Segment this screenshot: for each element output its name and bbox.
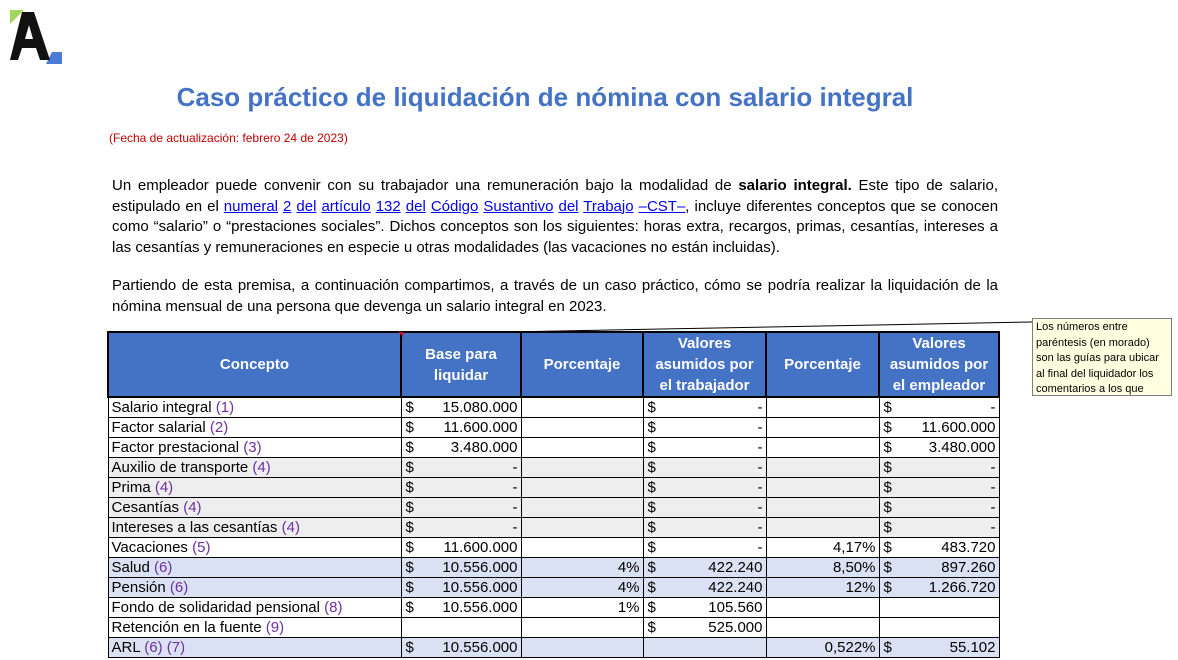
currency-symbol: $ — [647, 399, 656, 416]
amount: - — [757, 479, 763, 496]
currency-symbol: $ — [405, 399, 414, 416]
valor-trabajador-cell — [643, 538, 766, 558]
guide-reference: (4) — [252, 459, 271, 476]
amount: - — [990, 399, 996, 416]
header-porcentaje-trabajador: Porcentaje — [521, 332, 643, 397]
concepto-label: Fondo de solidaridad pensional — [111, 599, 320, 616]
currency-symbol: $ — [647, 499, 656, 516]
currency-symbol: $ — [883, 439, 892, 456]
table-row — [108, 578, 999, 598]
guide-reference: (4) — [183, 499, 202, 516]
table-row — [108, 558, 999, 578]
header-valores-trabajador: Valores asumidos por el trabajador — [643, 332, 766, 397]
valor-empleador-cell — [879, 538, 999, 558]
amount: 897.260 — [941, 559, 996, 576]
valor-trabajador-cell — [643, 638, 766, 658]
legal-link[interactable]: Código — [430, 197, 479, 215]
payroll-table — [107, 331, 1000, 658]
porcentaje-empleador-cell — [766, 397, 879, 418]
amount: - — [512, 499, 518, 516]
currency-symbol: $ — [647, 419, 656, 436]
currency-symbol: $ — [405, 519, 414, 536]
legal-link[interactable]: –CST– — [638, 197, 686, 215]
amount: - — [757, 519, 763, 536]
intro-text: , incluye diferentes conceptos que se conocen como “salario” o “prestaciones sociales”. Dichos conceptos son los siguientes: horas extra, recargos, primas, cesantías, intereses a las cesantías y remuneraciones en especie u otras modalidades (las vacaciones no están incluidas). — [112, 197, 999, 256]
porcentaje-empleador-cell — [766, 618, 879, 638]
concepto-label: Salud — [111, 559, 150, 576]
currency-symbol: $ — [883, 519, 892, 536]
valor-trabajador-cell — [643, 438, 766, 458]
amount: - — [512, 479, 518, 496]
currency-symbol: $ — [405, 499, 414, 516]
table-row — [108, 638, 999, 658]
valor-empleador-cell — [879, 458, 999, 478]
porcentaje-empleador-cell: 12% — [766, 578, 879, 598]
intro-paragraph-2: Partiendo de esta premisa, a continuación compartimos, a través de un caso práctico, cómo se podría realizar la liquidación de la nómina mensual de una persona que devenga un salario integral en 2023. — [112, 277, 998, 315]
currency-symbol: $ — [883, 459, 892, 476]
table-row — [108, 518, 999, 538]
legal-link[interactable]: 2 — [283, 197, 292, 215]
valor-empleador-cell — [879, 498, 999, 518]
concepto-cell — [108, 558, 401, 578]
porcentaje-empleador-cell: 4,17% — [766, 538, 879, 558]
valor-trabajador-cell — [643, 498, 766, 518]
valor-trabajador-cell — [643, 618, 766, 638]
amount: 10.556.000 — [442, 579, 518, 596]
porcentaje-trabajador-cell: 1% — [521, 598, 643, 618]
concepto-cell — [108, 418, 401, 438]
header-base: Base para liquidar — [401, 332, 521, 397]
currency-symbol: $ — [405, 439, 414, 456]
concepto-label: Prima — [111, 479, 151, 496]
amount: 15.080.000 — [442, 399, 518, 416]
currency-symbol: $ — [405, 459, 414, 476]
base-cell — [401, 538, 521, 558]
porcentaje-trabajador-cell: 4% — [521, 558, 643, 578]
currency-symbol: $ — [405, 559, 414, 576]
concepto-cell — [108, 638, 401, 658]
valor-trabajador-cell — [643, 478, 766, 498]
concepto-label: Factor salarial — [111, 419, 206, 436]
intro-paragraph-1 — [112, 176, 998, 258]
header-valores-empleador: Valores asumidos por el empleador — [879, 332, 999, 397]
amount: 10.556.000 — [442, 639, 518, 656]
porcentaje-empleador-cell: 0,522% — [766, 638, 879, 658]
base-cell — [401, 598, 521, 618]
amount: 10.556.000 — [442, 599, 518, 616]
base-cell — [401, 438, 521, 458]
currency-symbol: $ — [647, 459, 656, 476]
valor-trabajador-cell — [643, 558, 766, 578]
currency-symbol: $ — [883, 499, 892, 516]
concepto-label: ARL — [111, 639, 141, 656]
currency-symbol: $ — [647, 479, 656, 496]
amount: 3.480.000 — [928, 439, 996, 456]
currency-symbol: $ — [647, 599, 656, 616]
porcentaje-trabajador-cell — [521, 397, 643, 418]
currency-symbol: $ — [405, 419, 414, 436]
porcentaje-trabajador-cell — [521, 478, 643, 498]
valor-empleador-cell — [879, 518, 999, 538]
concepto-cell — [108, 538, 401, 558]
base-cell — [401, 458, 521, 478]
base-cell — [401, 478, 521, 498]
currency-symbol: $ — [883, 419, 892, 436]
currency-symbol: $ — [883, 479, 892, 496]
amount: - — [757, 459, 763, 476]
intro-text: Un empleador puede convenir con su trabajador una remuneración bajo la modalidad de — [112, 177, 739, 194]
header-concepto: Concepto — [108, 332, 401, 397]
legal-links — [224, 198, 686, 215]
legal-link[interactable]: artículo — [321, 197, 371, 215]
porcentaje-trabajador-cell — [521, 438, 643, 458]
table-row — [108, 598, 999, 618]
valor-empleador-cell — [879, 618, 999, 638]
amount: - — [512, 459, 518, 476]
porcentaje-empleador-cell: 8,50% — [766, 558, 879, 578]
currency-symbol: $ — [883, 579, 892, 596]
concepto-label: Retención en la fuente — [111, 619, 262, 636]
amount: 11.600.000 — [921, 419, 996, 436]
guide-reference: (6) — [154, 559, 173, 576]
amount: 422.240 — [708, 559, 763, 576]
porcentaje-trabajador-cell — [521, 538, 643, 558]
concepto-cell — [108, 458, 401, 478]
porcentaje-trabajador-cell — [521, 518, 643, 538]
legal-link[interactable]: 132 — [375, 197, 401, 215]
concepto-cell — [108, 498, 401, 518]
porcentaje-trabajador-cell — [521, 458, 643, 478]
amount: 3.480.000 — [450, 439, 518, 456]
table-row — [108, 478, 999, 498]
valor-trabajador-cell — [643, 397, 766, 418]
currency-symbol: $ — [883, 399, 892, 416]
guide-reference: (1) — [215, 399, 235, 416]
valor-empleador-cell — [879, 638, 999, 658]
amount: - — [757, 439, 763, 456]
amount: 10.556.000 — [442, 559, 518, 576]
porcentaje-trabajador-cell — [521, 418, 643, 438]
update-note: (Fecha de actualización: febrero 24 de 2023) — [109, 131, 348, 145]
concepto-label: Factor prestacional — [111, 439, 240, 456]
comment-indicator — [398, 332, 403, 337]
valor-trabajador-cell — [643, 578, 766, 598]
legal-link[interactable]: Trabajo — [583, 197, 634, 215]
concepto-cell — [108, 578, 401, 598]
concepto-label: Pensión — [111, 579, 166, 596]
porcentaje-empleador-cell — [766, 518, 879, 538]
legal-link[interactable]: del — [405, 197, 426, 215]
porcentaje-empleador-cell — [766, 478, 879, 498]
concepto-label: Cesantías — [111, 499, 180, 516]
amount: 105.560 — [708, 599, 763, 616]
table-row — [108, 538, 999, 558]
porcentaje-empleador-cell — [766, 458, 879, 478]
concepto-cell — [108, 438, 401, 458]
currency-symbol: $ — [405, 599, 414, 616]
valor-empleador-cell — [879, 397, 999, 418]
actualicese-logo — [8, 8, 64, 70]
currency-symbol: $ — [405, 639, 414, 656]
porcentaje-trabajador-cell: 4% — [521, 578, 643, 598]
amount: - — [757, 539, 763, 556]
guide-reference: (9) — [265, 619, 285, 636]
guide-reference: (2) — [209, 419, 229, 436]
currency-symbol: $ — [647, 559, 656, 576]
amount: - — [757, 499, 763, 516]
concepto-cell — [108, 598, 401, 618]
currency-symbol: $ — [647, 519, 656, 536]
porcentaje-empleador-cell — [766, 498, 879, 518]
guide-reference: (6) — [169, 579, 189, 596]
base-cell — [401, 578, 521, 598]
table-row — [108, 397, 999, 418]
base-cell — [401, 498, 521, 518]
header-porcentaje-empleador: Porcentaje — [766, 332, 879, 397]
concepto-cell — [108, 478, 401, 498]
porcentaje-trabajador-cell — [521, 498, 643, 518]
amount: 11.600.000 — [443, 419, 518, 436]
amount: 11.600.000 — [443, 539, 518, 556]
table-row — [108, 418, 999, 438]
intro-text: Este tipo de salario, estipulado en el — [112, 177, 998, 215]
valor-empleador-cell — [879, 558, 999, 578]
currency-symbol: $ — [883, 639, 892, 656]
valor-trabajador-cell — [643, 418, 766, 438]
amount: 422.240 — [708, 579, 763, 596]
concepto-cell — [108, 397, 401, 418]
legal-link[interactable]: Sustantivo — [483, 197, 554, 215]
valor-empleador-cell — [879, 578, 999, 598]
guide-reference: (4) — [154, 479, 174, 496]
guide-reference: (5) — [192, 539, 211, 556]
amount: - — [757, 419, 763, 436]
porcentaje-empleador-cell — [766, 598, 879, 618]
concepto-cell — [108, 618, 401, 638]
guide-reference: (4) — [281, 519, 300, 536]
amount: - — [990, 479, 996, 496]
base-cell — [401, 618, 521, 638]
page-title: Caso práctico de liquidación de nómina con salario integral — [176, 82, 914, 112]
amount: 525.000 — [708, 619, 763, 636]
concepto-label: Intereses a las cesantías — [111, 519, 278, 536]
valor-empleador-cell — [879, 438, 999, 458]
amount: 1.266.720 — [928, 579, 996, 596]
base-cell — [401, 397, 521, 418]
amount: - — [990, 499, 996, 516]
amount: - — [990, 459, 996, 476]
concepto-label: Salario integral — [111, 399, 212, 416]
legal-link[interactable]: del — [558, 197, 579, 215]
amount: 483.720 — [941, 539, 996, 556]
cell-comment: Los números entre paréntesis (en morado) son las guías para ubicar al final del liquidador los comentarios a los que — [1032, 318, 1172, 396]
guide-reference: (6) (7) — [144, 639, 186, 656]
valor-empleador-cell — [879, 598, 999, 618]
valor-empleador-cell — [879, 418, 999, 438]
guide-reference: (8) — [324, 599, 343, 616]
amount: - — [990, 519, 996, 536]
porcentaje-empleador-cell — [766, 438, 879, 458]
currency-symbol: $ — [647, 539, 656, 556]
valor-empleador-cell — [879, 478, 999, 498]
concepto-cell — [108, 518, 401, 538]
amount: - — [512, 519, 518, 536]
base-cell — [401, 558, 521, 578]
currency-symbol: $ — [647, 439, 656, 456]
concepto-label: Auxilio de transporte — [111, 459, 249, 476]
amount: 55.102 — [949, 639, 996, 656]
table-row — [108, 498, 999, 518]
valor-trabajador-cell — [643, 458, 766, 478]
table-row — [108, 458, 999, 478]
porcentaje-empleador-cell — [766, 418, 879, 438]
currency-symbol: $ — [405, 539, 414, 556]
currency-symbol: $ — [883, 559, 892, 576]
table-row — [108, 438, 999, 458]
amount: - — [757, 399, 763, 416]
currency-symbol: $ — [405, 579, 414, 596]
currency-symbol: $ — [647, 579, 656, 596]
base-cell — [401, 638, 521, 658]
intro-bold: salario integral. — [738, 177, 852, 194]
currency-symbol: $ — [405, 479, 414, 496]
base-cell — [401, 518, 521, 538]
table-row — [108, 618, 999, 638]
valor-trabajador-cell — [643, 598, 766, 618]
guide-reference: (3) — [243, 439, 262, 456]
base-cell — [401, 418, 521, 438]
currency-symbol: $ — [647, 619, 656, 636]
legal-link[interactable]: numeral — [223, 197, 278, 215]
concepto-label: Vacaciones — [111, 539, 188, 556]
porcentaje-trabajador-cell — [521, 618, 643, 638]
currency-symbol: $ — [883, 539, 892, 556]
porcentaje-trabajador-cell — [521, 638, 643, 658]
valor-trabajador-cell — [643, 518, 766, 538]
legal-link[interactable]: del — [296, 197, 317, 215]
table-header-row — [108, 332, 999, 397]
